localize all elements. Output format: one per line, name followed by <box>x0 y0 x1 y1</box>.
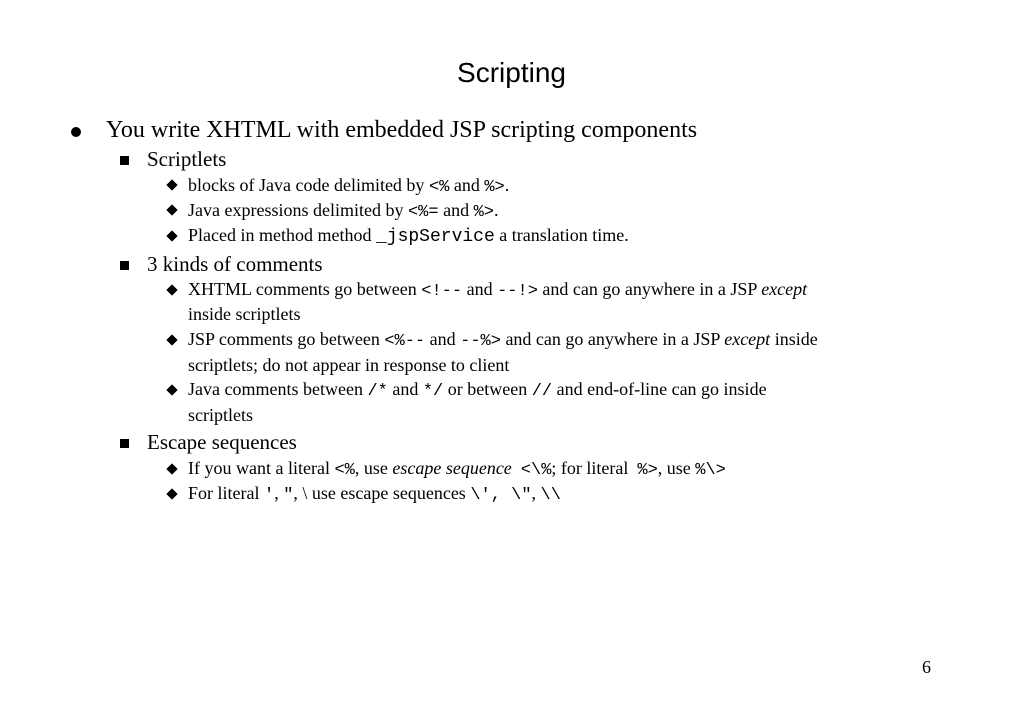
bullet-diamond-icon <box>166 284 177 295</box>
bullet-diamond-icon <box>166 463 177 474</box>
bullet-diamond-icon <box>166 230 177 241</box>
bullet-diamond-icon <box>166 334 177 345</box>
page-number: 6 <box>922 657 931 677</box>
scriptlets-item-blocks: blocks of Java code delimited by <% and %>. <box>188 175 510 197</box>
bullet-dot-icon <box>71 127 81 137</box>
bullet-diamond-icon <box>166 488 177 499</box>
comments-item-java: Java comments between /* and */ or between // and end-of-line can go inside <box>188 379 767 401</box>
main-bullet-text: You write XHTML with embedded JSP scripting components <box>106 117 698 143</box>
escapes-item-literal-quotes: For literal ', ", \ use escape sequences \', \", \\ <box>188 483 561 505</box>
comments-item-java-continued: scriptlets <box>188 405 253 425</box>
bullet-diamond-icon <box>166 204 177 215</box>
scriptlets-item-placed: Placed in method method _jspService a translation time. <box>188 225 629 247</box>
comments-item-xhtml-continued: inside scriptlets <box>188 304 301 324</box>
bullet-diamond-icon <box>166 179 177 190</box>
comments-item-jsp: JSP comments go between <%-- and --%> and can go anywhere in a JSP except inside <box>188 329 818 351</box>
comments-heading: 3 kinds of comments <box>147 252 323 276</box>
bullet-square-icon <box>120 439 129 448</box>
bullet-diamond-icon <box>166 384 177 395</box>
bullet-square-icon <box>120 261 129 270</box>
escapes-item-literal-tags: If you want a literal <%, use escape sequence <\%; for literal %>, use %\> <box>188 458 726 480</box>
escapes-heading: Escape sequences <box>147 430 297 454</box>
scriptlets-heading: Scriptlets <box>147 147 227 171</box>
slide-title: Scripting <box>457 57 566 88</box>
scriptlets-item-expressions: Java expressions delimited by <%= and %>. <box>188 200 499 222</box>
bullet-square-icon <box>120 156 129 165</box>
comments-item-xhtml: XHTML comments go between <!-- and --!> and can go anywhere in a JSP except <box>188 279 808 301</box>
comments-item-jsp-continued: scriptlets; do not appear in response to client <box>188 355 510 375</box>
